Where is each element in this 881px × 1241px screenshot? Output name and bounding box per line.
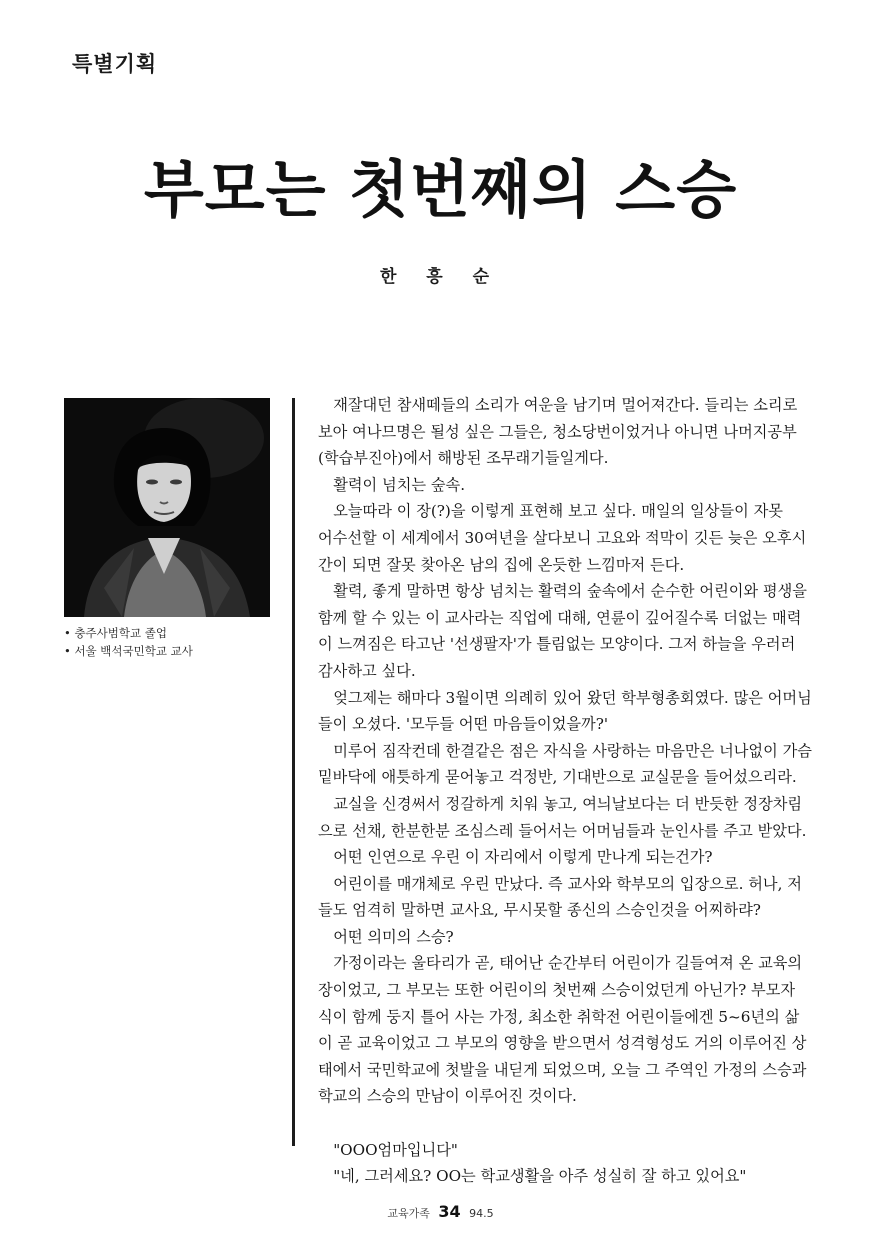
section-label: 특별기획 bbox=[72, 52, 158, 76]
body-line: 미루어 짐작컨데 한결같은 점은 자식을 사랑하는 마음만은 너나없이 가슴 bbox=[318, 741, 812, 760]
body-line: 이 곧 교육이었고 그 부모의 영향을 받으면서 성격형성도 거의 이루어진 상 bbox=[318, 1034, 807, 1053]
author-photo bbox=[64, 398, 270, 617]
body-line: 감사하고 싶다. bbox=[318, 661, 416, 680]
body-line: 식이 함께 둥지 틀어 사는 가정, 최소한 취학전 어린이들에겐 5~6년의 삶 bbox=[318, 1007, 800, 1026]
page-footer bbox=[0, 1202, 881, 1221]
body-line: 어떤 의미의 스승? bbox=[318, 927, 454, 946]
body-line: 이 느껴짐은 타고난 '선생팔자'가 틀림없는 모양이다. 그저 하늘을 우러러 bbox=[318, 635, 796, 654]
author-portrait-image bbox=[64, 398, 270, 617]
body-line: 어수선할 이 세계에서 30여년을 살다보니 고요와 적막이 깃든 늦은 오후시 bbox=[318, 528, 807, 547]
article-title: 부모는 첫번째의 스승 bbox=[143, 153, 738, 226]
body-line: 학교의 스승의 만남이 이루어진 것이다. bbox=[318, 1087, 577, 1106]
article-author: 한 흥 순 bbox=[379, 267, 502, 287]
body-line: 함께 할 수 있는 이 교사라는 직업에 대해, 연륜이 깊어질수록 더없는 매력 bbox=[318, 608, 802, 627]
body-line: 밑바닥에 애틋하게 묻어놓고 걱정반, 기대반으로 교실문을 들어섰으리라. bbox=[318, 768, 797, 787]
body-line: 어떤 인연으로 우린 이 자리에서 이렇게 만나게 되는건가? bbox=[318, 848, 713, 867]
body-line: 으로 선채, 한분한분 조심스레 들어서는 어머님들과 눈인사를 주고 받았다. bbox=[318, 821, 807, 840]
body-line: 간이 되면 잘못 찾아온 남의 집에 온듯한 느낌마저 든다. bbox=[318, 555, 685, 574]
page-number: 34 bbox=[438, 1202, 461, 1221]
body-line: 엊그제는 해마다 3월이면 의례히 있어 왔던 학부형총회였다. 많은 어머님 bbox=[318, 688, 812, 707]
article-body bbox=[318, 392, 816, 1190]
body-line: "네, 그러세요? OO는 학교생활을 아주 성실히 잘 하고 있어요" bbox=[318, 1167, 747, 1186]
column-divider bbox=[292, 398, 295, 1146]
paragraph-gap bbox=[318, 1110, 816, 1137]
body-line: 활력이 넘치는 숲속. bbox=[318, 475, 466, 494]
body-line: 보아 여나므명은 될성 싶은 그들은, 청소당번이었거나 아니면 나머지공부 bbox=[318, 422, 797, 441]
body-line: 오늘따라 이 장(?)을 이렇게 표현해 보고 싶다. 매일의 일상들이 자못 bbox=[318, 502, 783, 521]
body-line: 들이 오셨다. '모두들 어떤 마음들이었을까?' bbox=[318, 715, 609, 734]
body-line: 가정이라는 울타리가 곧, 태어난 순간부터 어린이가 길들여져 온 교육의 bbox=[318, 954, 803, 973]
body-line: (학습부진아)에서 해방된 조무래기들일게다. bbox=[318, 449, 609, 468]
body-line: 활력, 좋게 말하면 항상 넘치는 활력의 숲속에서 순수한 어린이와 평생을 bbox=[318, 582, 807, 601]
author-bio bbox=[64, 624, 193, 660]
bio-item: • 충주사범학교 졸업 bbox=[64, 626, 167, 640]
bio-item: • 서울 백석국민학교 교사 bbox=[64, 644, 193, 658]
body-line: 장이었고, 그 부모는 또한 어린이의 첫번째 스승이었던게 아닌가? 부모자 bbox=[318, 981, 796, 1000]
footer-magazine-name: 교육가족 bbox=[387, 1207, 430, 1220]
body-line: 재잘대던 참새떼들의 소리가 여운을 남기며 멀어져간다. 들리는 소리로 bbox=[318, 396, 798, 414]
body-line: 어린이를 매개체로 우린 만났다. 즉 교사와 학부모의 입장으로. 허나, 저 bbox=[318, 874, 802, 893]
body-line: 교실을 신경써서 정갈하게 치워 놓고, 여늬날보다는 더 반듯한 정장차림 bbox=[318, 794, 803, 813]
footer-issue: 94.5 bbox=[469, 1207, 494, 1220]
body-line: 들도 엄격히 말하면 교사요, 무시못할 종신의 스승인것을 어찌하랴? bbox=[318, 901, 761, 920]
body-line: 태에서 국민학교에 첫발을 내딛게 되었으며, 오늘 그 주역인 가정의 스승과 bbox=[318, 1060, 807, 1079]
body-line: "OOO엄마입니다" bbox=[318, 1140, 458, 1159]
